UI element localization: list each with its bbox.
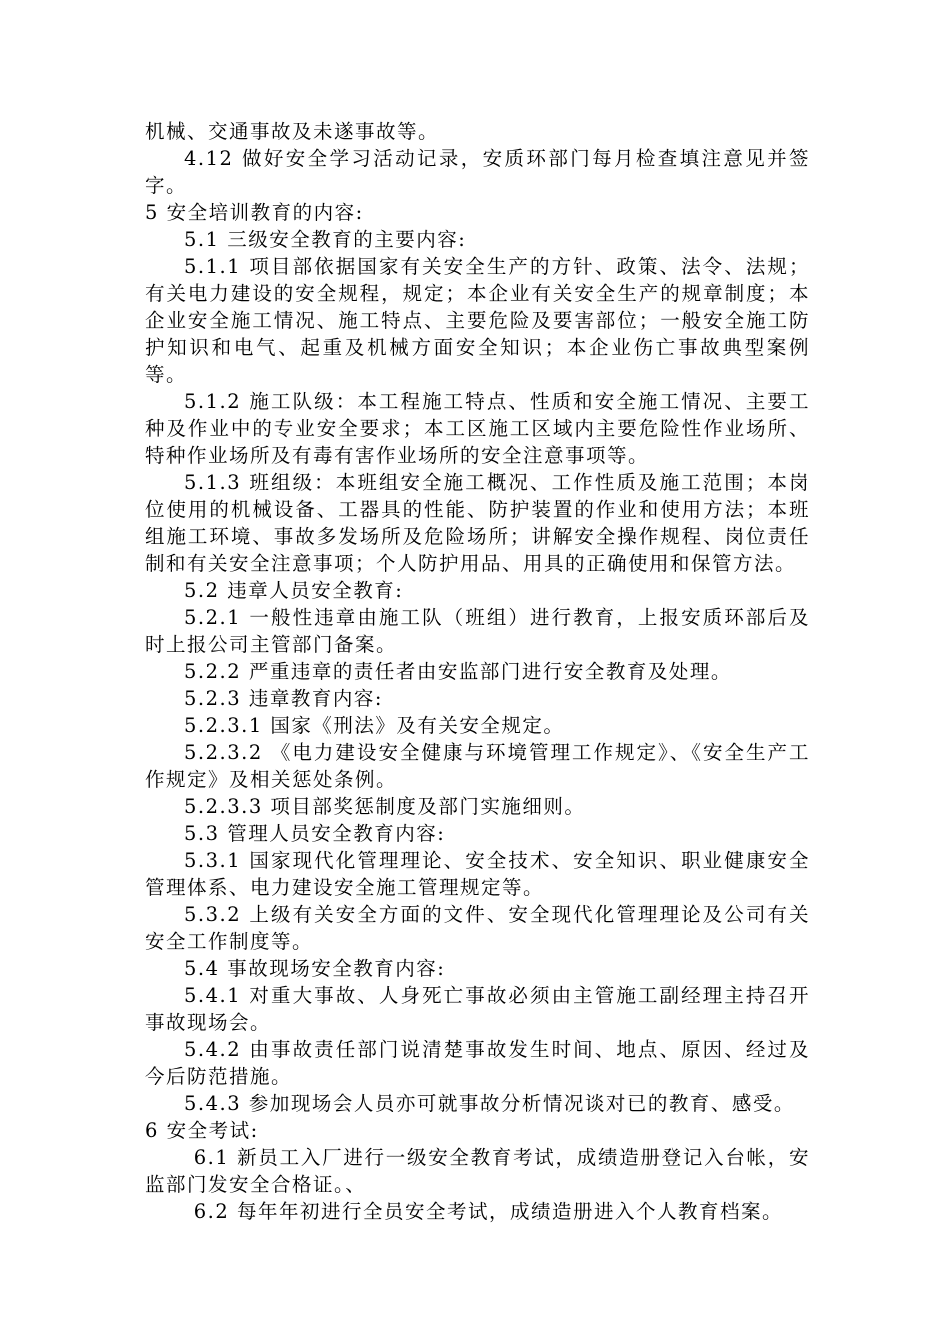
paragraph: 5.2.1 一般性违章由施工队（班组）进行教育，上报安质环部后及时上报公司主管部门备案。	[145, 606, 810, 656]
paragraph: 5.4.2 由事故责任部门说清楚事故发生时间、地点、原因、经过及今后防范措施。	[145, 1038, 810, 1088]
paragraph: 5.2.3.3 项目部奖惩制度及部门实施细则。	[184, 795, 586, 818]
subsection-heading: 5.3 管理人员安全教育内容:	[184, 822, 446, 845]
paragraph: 6.1 新员工入厂进行一级安全教育考试，成绩造册登记入台帐，安监部门发安全合格证。、	[145, 1146, 810, 1196]
subsection-heading: 5.2 违章人员安全教育:	[184, 579, 404, 602]
paragraph: 5.1.1 项目部依据国家有关安全生产的方针、政策、法令、法规；有关电力建设的安全规程，规定；本企业有关安全生产的规章制度；本企业安全施工情况、施工特点、主要危险及要害部位；一般安全施工防护知识和电气、起重及机械方面安全知识；本企业伤亡事故典型案例等。	[145, 255, 810, 386]
paragraph: 5.1.3 班组级：本班组安全施工概况、工作性质及施工范围；本岗位使用的机械设备、工器具的性能、防护装置的作业和使用方法；本班组施工环境、事故多发场所及危险场所；讲解安全操作规程、岗位责任制和有关安全注意事项；个人防护用品、用具的正确使用和保管方法。	[145, 471, 810, 575]
paragraph: 5.2.3.1 国家《刑法》及有关安全规定。	[184, 714, 565, 737]
section-heading: 6 安全考试:	[145, 1119, 259, 1142]
paragraph: 5.4.1 对重大事故、人身死亡事故必须由主管施工副经理主持召开事故现场会。	[145, 984, 810, 1034]
paragraph: 5.4.3 参加现场会人员亦可就事故分析情况谈对已的教育、感受。	[184, 1092, 795, 1115]
paragraph: 5.3.2 上级有关安全方面的文件、安全现代化管理理论及公司有关安全工作制度等。	[145, 903, 810, 953]
subsection-heading: 5.4 事故现场安全教育内容:	[184, 957, 446, 980]
paragraph: 4.12 做好安全学习活动记录，安质环部门每月检查填注意见并签字。	[145, 147, 810, 197]
paragraph: 5.3.1 国家现代化管理理论、安全技术、安全知识、职业健康安全管理体系、电力建设安全施工管理规定等。	[145, 849, 810, 899]
document-body	[145, 118, 810, 1225]
subsection-heading: 5.1 三级安全教育的主要内容:	[184, 228, 467, 251]
paragraph: 5.1.2 施工队级：本工程施工特点、性质和安全施工情况、主要工种及作业中的专业安全要求；本工区施工区域内主要危险性作业场所、特种作业场所及有毒有害作业场所的安全注意事项等。	[145, 390, 810, 467]
paragraph: 5.2.2 严重违章的责任者由安监部门进行安全教育及处理。	[184, 660, 732, 683]
paragraph: 5.2.3 违章教育内容:	[184, 687, 383, 710]
paragraph: 6.2 每年年初进行全员安全考试，成绩造册进入个人教育档案。	[193, 1200, 783, 1223]
paragraph: 机械、交通事故及未遂事故等。	[145, 120, 440, 143]
section-heading: 5 安全培训教育的内容:	[145, 201, 364, 224]
paragraph: 5.2.3.2 《电力建设安全健康与环境管理工作规定》、《安全生产工作规定》及相关惩处条例。	[145, 741, 810, 791]
